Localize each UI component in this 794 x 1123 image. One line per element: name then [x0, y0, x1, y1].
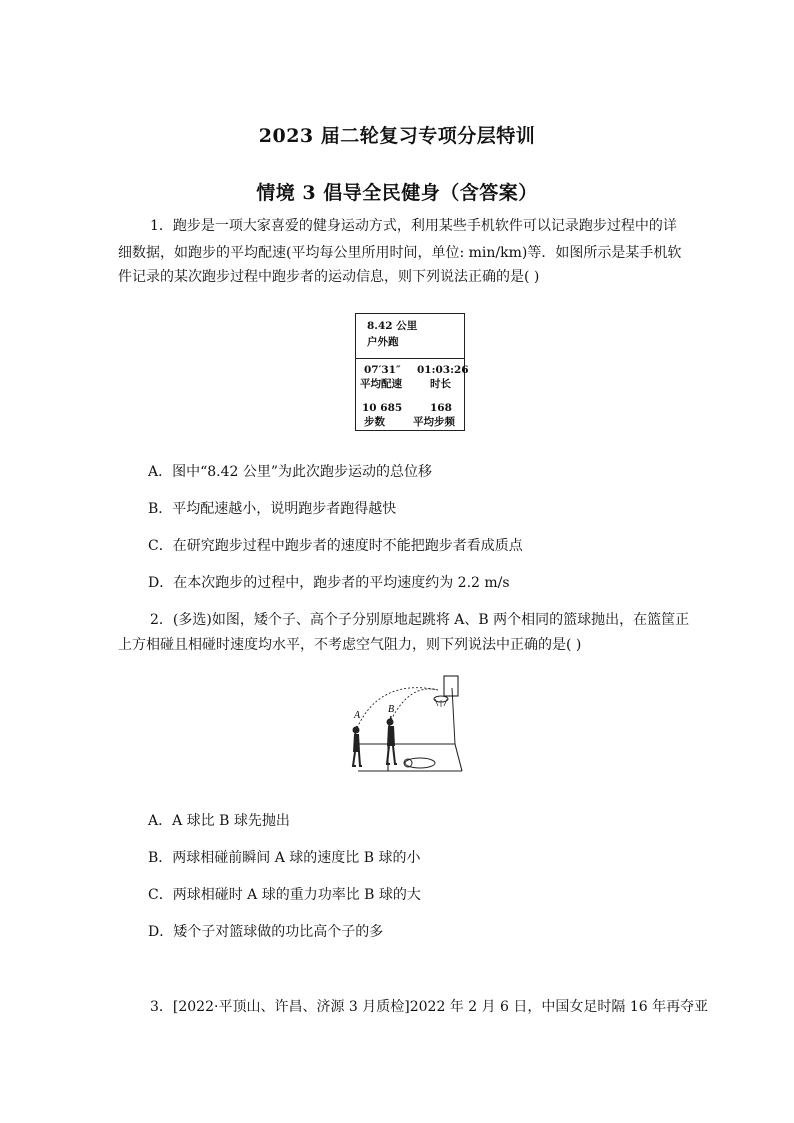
- tall-player: [387, 716, 398, 764]
- q2-option-c: C．两球相碰时 A 球的重力功率比 B 球的大: [148, 887, 421, 903]
- app-pace-value: 07′31″: [364, 364, 401, 376]
- app-divider: [356, 358, 464, 359]
- q2-stem-line-2: 上方相碰且相碰时速度均水平，不考虑空气阻力，则下列说法中正确的是( ): [118, 637, 582, 653]
- q1-stem-line-2: 细数据，如跑步的平均配速(平均每公里所用时间，单位: min/km)等．如图所示是某手机软: [118, 245, 682, 261]
- app-steps-value: 10 685: [362, 402, 403, 414]
- app-duration-label: 时长: [430, 378, 451, 390]
- running-app-panel: [355, 313, 469, 431]
- main-title: 2023 届二轮复习专项分层特训: [258, 125, 536, 147]
- sub-title: 情境 3 倡导全民健身（含答案）: [256, 182, 538, 204]
- app-steps-label: 步数: [364, 416, 385, 428]
- q1-option-b: B．平均配速越小，说明跑步者跑得越快: [148, 501, 397, 517]
- short-player: [353, 726, 363, 766]
- app-pace-label: 平均配速: [360, 378, 402, 390]
- ball-a-label: A: [354, 710, 361, 721]
- q1-option-d: D．在本次跑步的过程中，跑步者的平均速度约为 2.2 m/s: [148, 575, 510, 591]
- app-distance: 8.42 公里: [367, 320, 418, 332]
- q2-option-a: A．A 球比 B 球先抛出: [148, 813, 290, 829]
- app-duration-value: 01:03:26: [417, 364, 469, 376]
- basketball-figure: [340, 668, 470, 778]
- q1-option-c: C．在研究跑步过程中跑步者的速度时不能把跑步者看成质点: [148, 538, 523, 554]
- q1-option-a: A．图中“8.42 公里”为此次跑步运动的总位移: [148, 464, 433, 480]
- q2-stem-line-1: 2．(多选)如图，矮个子、高个子分别原地起跳将 A、B 两个相同的篮球抛出，在篮筐正: [150, 612, 690, 628]
- app-mode: 户外跑: [367, 336, 399, 348]
- q2-option-d: D．矮个子对篮球做的功比高个子的多: [148, 924, 384, 940]
- q3-stem-line-1: 3．[2022·平顶山、许昌、济源 3 月质检]2022 年 2 月 6 日，中国女足时隔 16 年再夺亚: [150, 999, 709, 1015]
- app-cadence-value: 168: [430, 402, 452, 414]
- ball-b-label: B: [388, 704, 395, 715]
- q1-stem-line-1: 1．跑步是一项大家喜爱的健身运动方式，利用某些手机软件可以记录跑步过程中的详: [150, 218, 677, 234]
- q1-stem-line-3: 件记录的某次跑步过程中跑步者的运动信息，则下列说法正确的是( ): [118, 269, 540, 285]
- q2-option-b: B．两球相碰前瞬间 A 球的速度比 B 球的小: [148, 850, 421, 866]
- app-cadence-label: 平均步频: [413, 416, 455, 428]
